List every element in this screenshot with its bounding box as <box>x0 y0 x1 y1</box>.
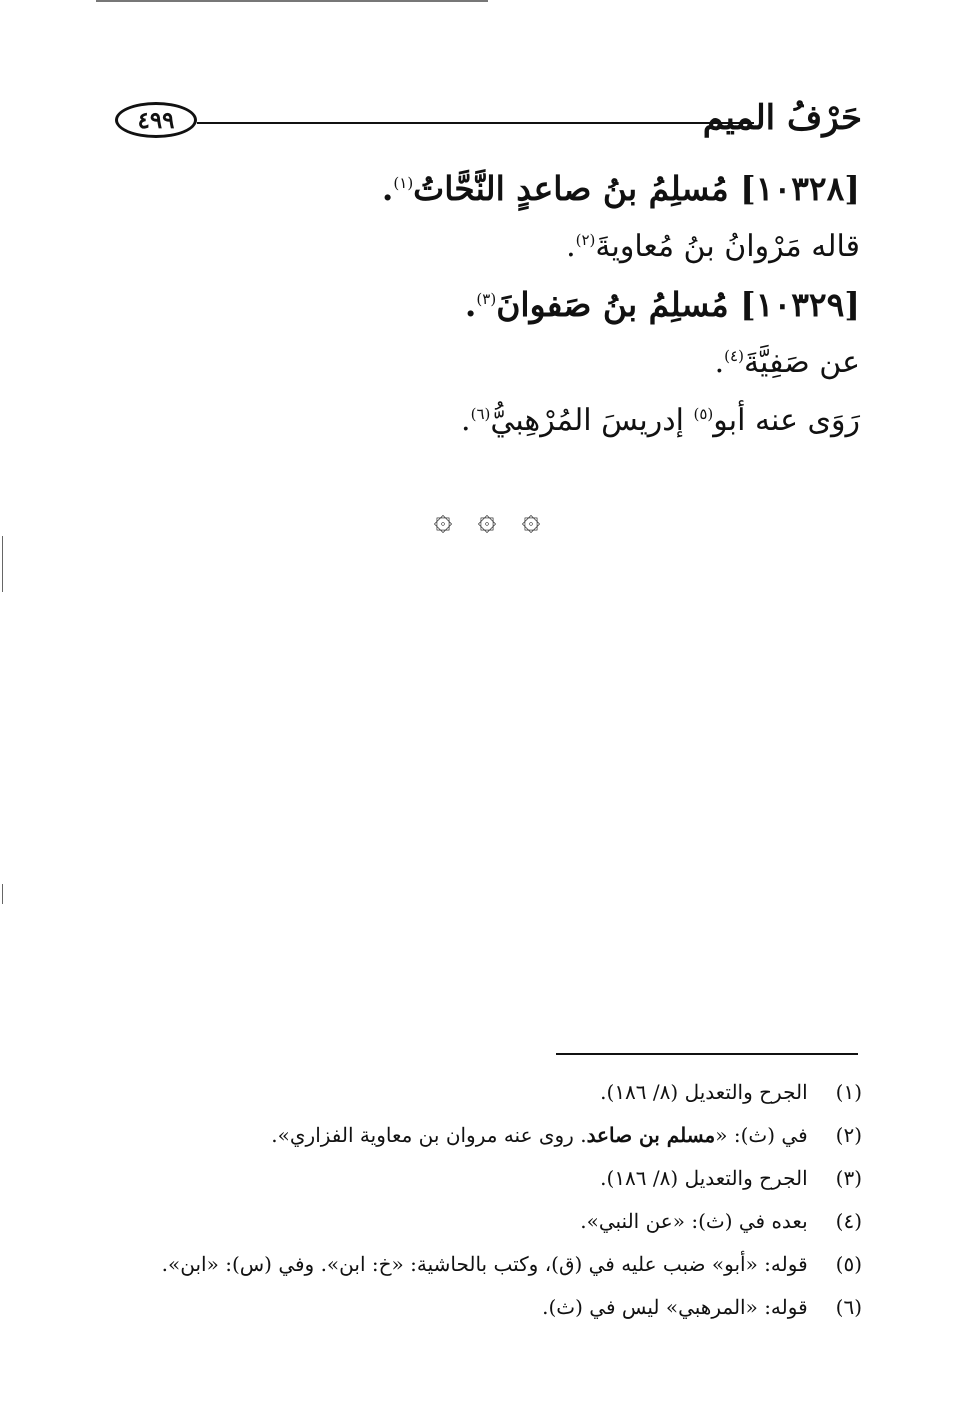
footnote-text: بعده في (ث): «عن النبي». <box>580 1209 808 1233</box>
footnote <box>162 1071 862 1114</box>
entry-title-text: [١٠٣٢٨] مُسلِمُ بنُ صاعدٍ النَّحَّاتُ <box>413 169 860 208</box>
entry-line <box>140 334 860 392</box>
footnote-number: (٤) <box>835 1209 862 1233</box>
punctuation: . <box>714 345 725 380</box>
footnote-text: قوله: «أبو» ضبب عليه في (ق)، وكتب بالحاشية: «خ: ابن». وفي (س): «ابن». <box>161 1252 808 1276</box>
header-rule <box>197 122 754 124</box>
footnote-text: قوله: «المرهبي» ليس في (ث). <box>542 1295 808 1319</box>
footnote-number: (٦) <box>835 1295 862 1319</box>
footnote-separator <box>556 1053 858 1055</box>
footnote-number: (٣) <box>835 1166 862 1190</box>
entry-line <box>140 218 860 276</box>
entry-line <box>140 392 860 450</box>
page-number: ٤٩٩ <box>115 102 197 138</box>
footnote <box>162 1286 862 1329</box>
section-ornament <box>426 498 548 538</box>
entry-text: إدريسَ المُرْهِبيُّ <box>490 403 694 438</box>
scan-edge-mark <box>2 884 3 904</box>
punctuation: . <box>381 169 394 208</box>
footnote <box>162 1200 862 1243</box>
footnote-text: الجرح والتعديل (٨/ ١٨٦). <box>600 1166 808 1190</box>
footnote-bold-text: مسلم بن صاعد <box>586 1123 716 1147</box>
entry-text: عن صَفِيَّةَ <box>743 345 860 380</box>
entry-heading <box>140 160 860 218</box>
footnote-ref: (٢) <box>575 231 596 249</box>
punctuation: . <box>566 229 576 264</box>
running-head: حَرْفُ الميم <box>702 98 862 138</box>
footnote <box>162 1114 862 1157</box>
footnotes <box>162 1071 862 1329</box>
entry-text: رَوَى عنه أبو <box>713 403 860 438</box>
footnote-ref: (١) <box>393 174 414 192</box>
footnote-text: الجرح والتعديل (٨/ ١٨٦). <box>600 1080 808 1104</box>
entry-title-text: [١٠٣٢٩] مُسلِمُ بنُ صَفوانَ <box>496 285 860 324</box>
main-text <box>140 160 860 450</box>
entry-heading <box>140 276 860 334</box>
top-scan-rule <box>96 0 488 2</box>
footnote-ref: (٣) <box>476 290 497 308</box>
footnote-text: . روى عنه مروان بن معاوية الفزاري». <box>271 1123 587 1147</box>
scan-edge-mark <box>2 536 3 592</box>
footnote-ref: (٥) <box>693 405 714 423</box>
footnote-number: (١) <box>835 1080 862 1104</box>
footnote-text: في (ث): « <box>715 1123 808 1147</box>
entry-text: قاله مَرْوانُ بنُ مُعاويةَ <box>595 229 860 264</box>
footnote <box>162 1243 862 1286</box>
ornament-icon: ۞ <box>521 499 541 537</box>
footnote-ref: (٤) <box>724 347 744 365</box>
punctuation: . <box>464 285 477 324</box>
ornament-icon: ۞ <box>477 499 497 537</box>
footnote-ref: (٦) <box>470 405 491 423</box>
footnote-number: (٥) <box>835 1252 862 1276</box>
footnote-number: (٢) <box>835 1123 862 1147</box>
footnote <box>162 1157 862 1200</box>
ornament-icon: ۞ <box>433 499 453 537</box>
punctuation: . <box>461 403 471 438</box>
